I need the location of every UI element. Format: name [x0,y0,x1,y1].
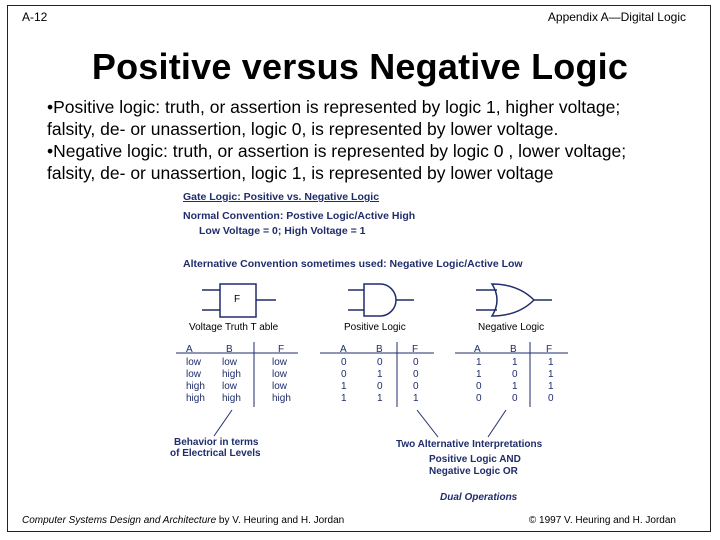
annotation-lines [214,410,506,437]
table-cell: 1 [341,393,347,404]
table-cell: 0 [512,369,518,380]
interpretations-line-1: Two Alternative Interpretations [396,439,543,450]
and-gate-symbol [348,284,414,316]
table-cell: low [272,357,288,368]
bullet-line-3: •Negative logic: truth, or assertion is represented by logic 0 , lower voltage; [47,141,627,161]
table-cell: 1 [512,357,518,368]
table-cell: 1 [377,369,383,380]
table-cell: low [186,369,202,380]
gate-box-label: F [234,294,241,305]
table-cell: 0 [341,357,347,368]
footer-authors: by V. Heuring and H. Jordan [216,515,345,526]
footer-citation [22,515,344,526]
table-header-f: F [546,344,553,355]
table-header-b: B [510,344,517,355]
slide-title: Positive versus Negative Logic [91,46,629,87]
table-cell: 0 [413,381,419,392]
table-cell: 1 [476,357,482,368]
voltage-assignment: Low Voltage = 0; High Voltage = 1 [199,225,366,237]
table-cell: 1 [476,369,482,380]
behavior-note-line-1: Behavior in terms [174,437,259,448]
table-cell: high [222,369,241,380]
dual-operations-label: Dual Operations [440,492,518,503]
table-cell: 1 [548,357,554,368]
table-cell: 1 [548,381,554,392]
table-cell: low [186,357,202,368]
table-cell: high [186,381,205,392]
or-gate-symbol [476,284,552,316]
section-label: Appendix A—Digital Logic [547,10,686,24]
table-cell: 1 [341,381,347,392]
caption-voltage-table: Voltage Truth T able [189,322,279,333]
caption-positive-logic: Positive Logic [344,322,406,333]
table-cell: low [222,381,238,392]
bullet-line-2: falsity, de- or unassertion, logic 0, is represented by lower voltage. [47,119,559,139]
table-cell: 0 [548,393,554,404]
behavior-note-line-2: of Electrical Levels [170,448,261,459]
table-header-b: B [226,344,233,355]
figure-heading: Gate Logic: Positive vs. Negative Logic [183,191,380,203]
table-header-a: A [186,344,193,355]
table-cell: 1 [512,381,518,392]
table-cell: high [186,393,205,404]
table-cell: 1 [377,393,383,404]
table-cell: low [272,381,288,392]
table-header-b: B [376,344,383,355]
table-cell: high [222,393,241,404]
table-cell: high [272,393,291,404]
table-header-f: F [412,344,419,355]
table-cell: 0 [413,357,419,368]
table-cell: 1 [413,393,419,404]
footer-copyright: © 1997 V. Heuring and H. Jordan [528,515,676,526]
table-header-a: A [340,344,347,355]
table-cell: low [222,357,238,368]
table-cell: 0 [413,369,419,380]
interpretations-line-3: Negative Logic OR [429,466,518,477]
footer-book-title: Computer Systems Design and Architecture [22,515,217,526]
table-cell: low [272,369,288,380]
table-cell: 0 [377,357,383,368]
table-cell: 0 [476,393,482,404]
table-cell: 1 [548,369,554,380]
bullet-line-4: falsity, de- or unassertion, logic 1, is represented by lower voltage [47,163,554,183]
caption-negative-logic: Negative Logic [478,322,545,333]
alternative-convention: Alternative Convention sometimes used: Negative Logic/Active Low [183,258,523,270]
bullet-line-1: •Positive logic: truth, or assertion is represented by logic 1, higher voltage; [47,97,621,117]
slide-number: A-12 [22,10,48,24]
table-cell: 0 [476,381,482,392]
table-header-a: A [474,344,481,355]
table-cell: 0 [377,381,383,392]
table-header-f: F [278,344,285,355]
normal-convention: Normal Convention: Postive Logic/Active High [183,210,416,222]
table-cell: 0 [512,393,518,404]
table-cell: 0 [341,369,347,380]
interpretations-line-2: Positive Logic AND [429,454,521,465]
